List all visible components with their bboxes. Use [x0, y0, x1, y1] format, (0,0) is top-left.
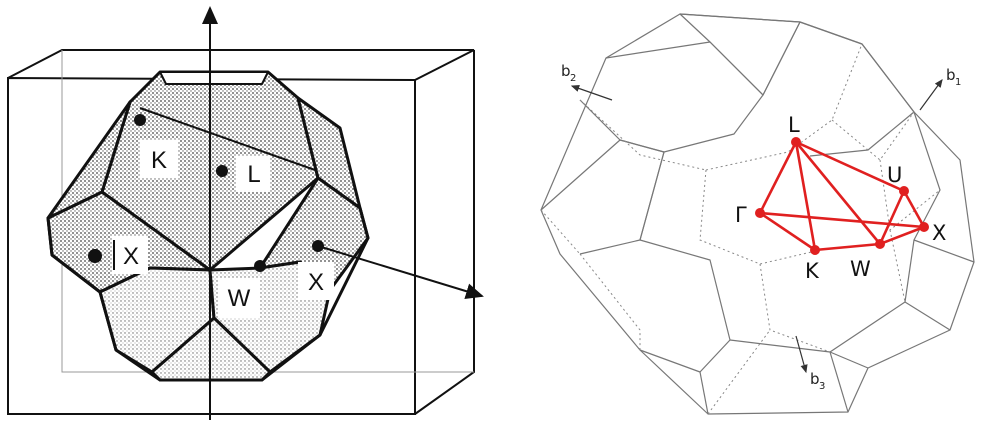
label-X-right: X: [932, 221, 947, 245]
label-K: [140, 140, 178, 178]
svg-text:b: b: [946, 66, 956, 84]
label-U: U: [887, 163, 903, 187]
point-X-left-dot: [88, 249, 102, 263]
svg-text:X: X: [122, 243, 140, 270]
label-X-left: [112, 236, 148, 274]
svg-text:L: L: [247, 161, 261, 188]
point-X-right-dot: [312, 240, 324, 252]
point-Gamma: [755, 208, 765, 218]
point-X: [919, 222, 929, 232]
vector-b1: [920, 66, 961, 110]
truncated-octahedron: [48, 72, 368, 380]
label-W-right: W: [850, 257, 871, 281]
point-K: [810, 245, 820, 255]
point-U: [899, 186, 909, 196]
svg-text:b: b: [561, 62, 571, 80]
vector-b2: [561, 62, 612, 100]
point-W: [875, 239, 885, 249]
label-W: [218, 278, 260, 318]
label-L-right: L: [788, 113, 800, 137]
point-L-dot: [216, 165, 228, 177]
svg-text:X: X: [307, 269, 325, 296]
point-W-dot: [254, 260, 266, 272]
label-L: [236, 156, 270, 192]
svg-text:2: 2: [570, 73, 577, 84]
svg-text:K: K: [150, 147, 168, 174]
svg-text:W: W: [227, 285, 251, 312]
point-L: [791, 137, 801, 147]
point-K-dot: [134, 114, 146, 126]
vector-b3: [796, 336, 825, 392]
svg-text:3: 3: [819, 381, 826, 392]
zone-hidden-edges: [541, 44, 940, 414]
label-X-right: [298, 262, 334, 300]
svg-text:1: 1: [955, 77, 962, 88]
right-brillouin-zone-diagram: [541, 14, 974, 414]
left-brillouin-zone-diagram: [8, 8, 482, 420]
svg-text:b: b: [810, 370, 820, 388]
high-symmetry-path: [760, 142, 924, 250]
label-Gamma: Γ: [735, 203, 747, 227]
label-K-right: K: [805, 259, 819, 283]
